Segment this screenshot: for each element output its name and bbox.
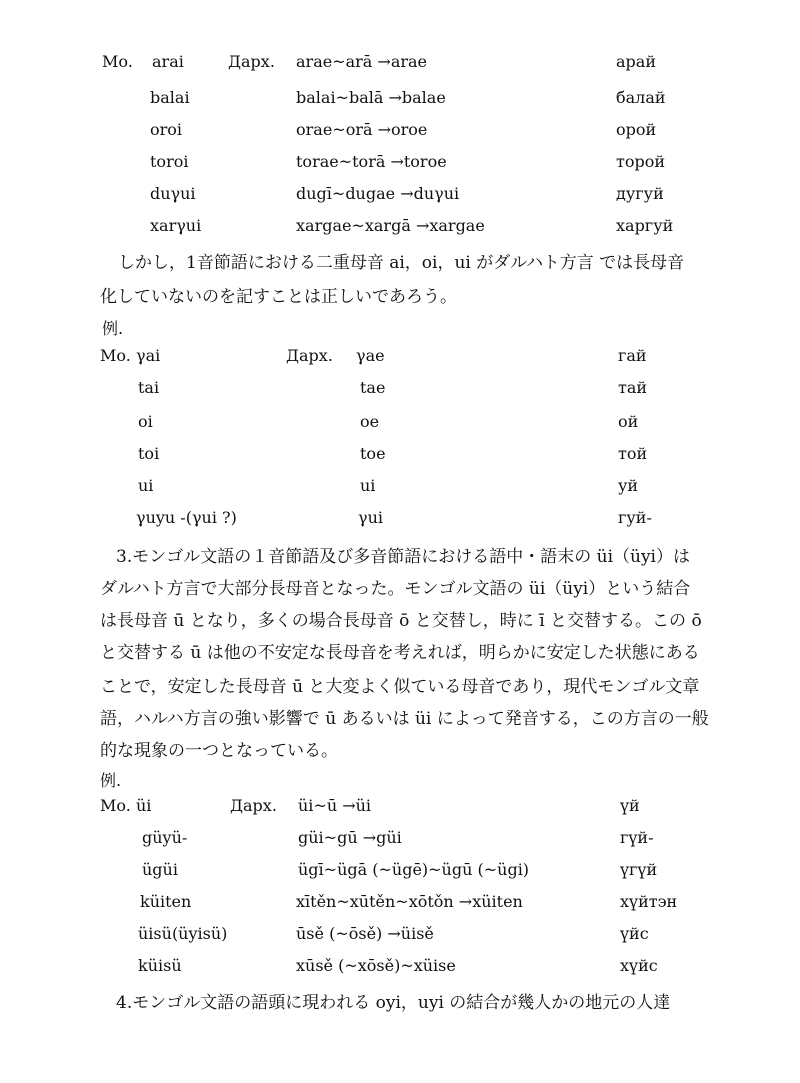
mongolian-form: üi: [136, 796, 152, 815]
mongolian-form: arai: [152, 52, 184, 71]
paragraph-line: 化していないのを記すことは正しいであろう。: [100, 287, 457, 307]
mongolian-form: ügüi: [142, 860, 178, 879]
cyrillic-form: ой: [618, 412, 639, 431]
darkhat-label: Дарх.: [230, 796, 277, 815]
cyrillic-form: үгүй: [620, 860, 658, 879]
mongolian-form: üisü(üyisü): [138, 924, 228, 943]
darkhat-form: tae: [360, 378, 386, 397]
paragraph-3: 4.モンゴル文語の語頭に現われる oyi，uyi の結合が幾人かの地元の人達: [116, 993, 671, 1013]
cyrillic-form: орой: [616, 120, 657, 139]
cyrillic-form: хүйс: [620, 956, 658, 975]
mongolian-label: Mo.: [100, 346, 131, 365]
darkhat-form: torae~torā →toroe: [296, 152, 447, 171]
darkhat-label: Дарх.: [228, 52, 275, 71]
example-label: 例.: [100, 771, 122, 790]
mongolian-form: γai: [136, 346, 161, 365]
cyrillic-form: уй: [618, 476, 639, 495]
darkhat-form: toe: [360, 444, 386, 463]
mongolian-form: duγui: [150, 184, 196, 203]
cyrillic-form: хүйтэн: [620, 892, 678, 911]
cyrillic-form: арай: [616, 52, 656, 71]
paragraph-line: 3.モンゴル文語の１音節語及び多音節語における語中・語末の üi（üyi）は: [116, 547, 690, 567]
cyrillic-form: гай: [618, 346, 647, 365]
darkhat-form: γae: [356, 346, 385, 365]
paragraph-line: は長母音 ū となり，多くの場合長母音 ō と交替し，時に ī と交替する。この ō: [100, 611, 702, 631]
mongolian-label: Mo.: [100, 796, 131, 815]
paragraph-line: と交替する ū は他の不安定な長母音を考えれば，明らかに安定した状態にある: [100, 643, 700, 663]
darkhat-form: oe: [360, 412, 380, 431]
paragraph-line: ダルハト方言で大部分長母音となった。モンゴル文語の üi（üyi）という結合: [100, 579, 691, 599]
paragraph-line: ことで，安定した長母音 ū と大変よく似ている母音であり，現代モンゴル文章: [100, 677, 700, 697]
mongolian-form: balai: [150, 88, 190, 107]
mongolian-form: toi: [138, 444, 160, 463]
mongolian-form: xarγui: [150, 216, 202, 235]
paragraph-line: 語，ハルハ方言の強い影響で ū あるいは üi によって発音する，この方言の一般: [100, 709, 709, 729]
cyrillic-form: гүй-: [620, 828, 654, 847]
cyrillic-form: тай: [618, 378, 648, 397]
paragraph-line: しかし，1音節語における二重母音 ai，oi，ui がダルハト方言 では長母音: [118, 253, 685, 273]
cyrillic-form: харгуй: [616, 216, 674, 235]
mongolian-form: γuyu -(γui ?): [136, 508, 237, 527]
example-label: 例.: [102, 319, 124, 338]
darkhat-form: γui: [358, 508, 383, 527]
darkhat-form: ūsě (~ōsě) →üisě: [296, 924, 434, 943]
darkhat-form: orae~orā →oroe: [296, 120, 428, 139]
mongolian-form: toroi: [150, 152, 189, 171]
darkhat-form: xūsě (~xōsě)~xüise: [296, 956, 456, 975]
mongolian-form: küisü: [138, 956, 182, 975]
cyrillic-form: үй: [620, 796, 640, 815]
paragraph-line: 的な現象の一つとなっている。: [100, 741, 338, 761]
darkhat-form: ügī~ügā (~ügē)~ügū (~ügi): [298, 860, 530, 879]
darkhat-form: ui: [360, 476, 376, 495]
darkhat-form: arae~arā →arae: [296, 52, 428, 71]
cyrillic-form: той: [618, 444, 648, 463]
cyrillic-form: дугуй: [616, 184, 664, 203]
mongolian-form: güyü-: [142, 828, 188, 847]
cyrillic-form: гуй-: [618, 508, 652, 527]
cyrillic-form: үйс: [620, 924, 649, 943]
darkhat-form: güi~gū →güi: [298, 828, 402, 847]
mongolian-form: oroi: [150, 120, 183, 139]
darkhat-form: üi~ū →üi: [298, 796, 372, 815]
darkhat-form: xargae~xargā →xargae: [296, 216, 485, 235]
darkhat-label: Дарх.: [286, 346, 333, 365]
darkhat-form: xītěn~xūtěn~xōtǒn →xüiten: [296, 892, 523, 911]
darkhat-form: balai~balā →balae: [296, 88, 446, 107]
mongolian-form: oi: [138, 412, 153, 431]
mongolian-label: Mo.: [102, 52, 133, 71]
darkhat-form: dugī~dugae →duγui: [296, 184, 460, 203]
mongolian-form: küiten: [140, 892, 192, 911]
cyrillic-form: торой: [616, 152, 666, 171]
mongolian-form: tai: [138, 378, 160, 397]
mongolian-form: ui: [138, 476, 154, 495]
cyrillic-form: балай: [616, 88, 666, 107]
